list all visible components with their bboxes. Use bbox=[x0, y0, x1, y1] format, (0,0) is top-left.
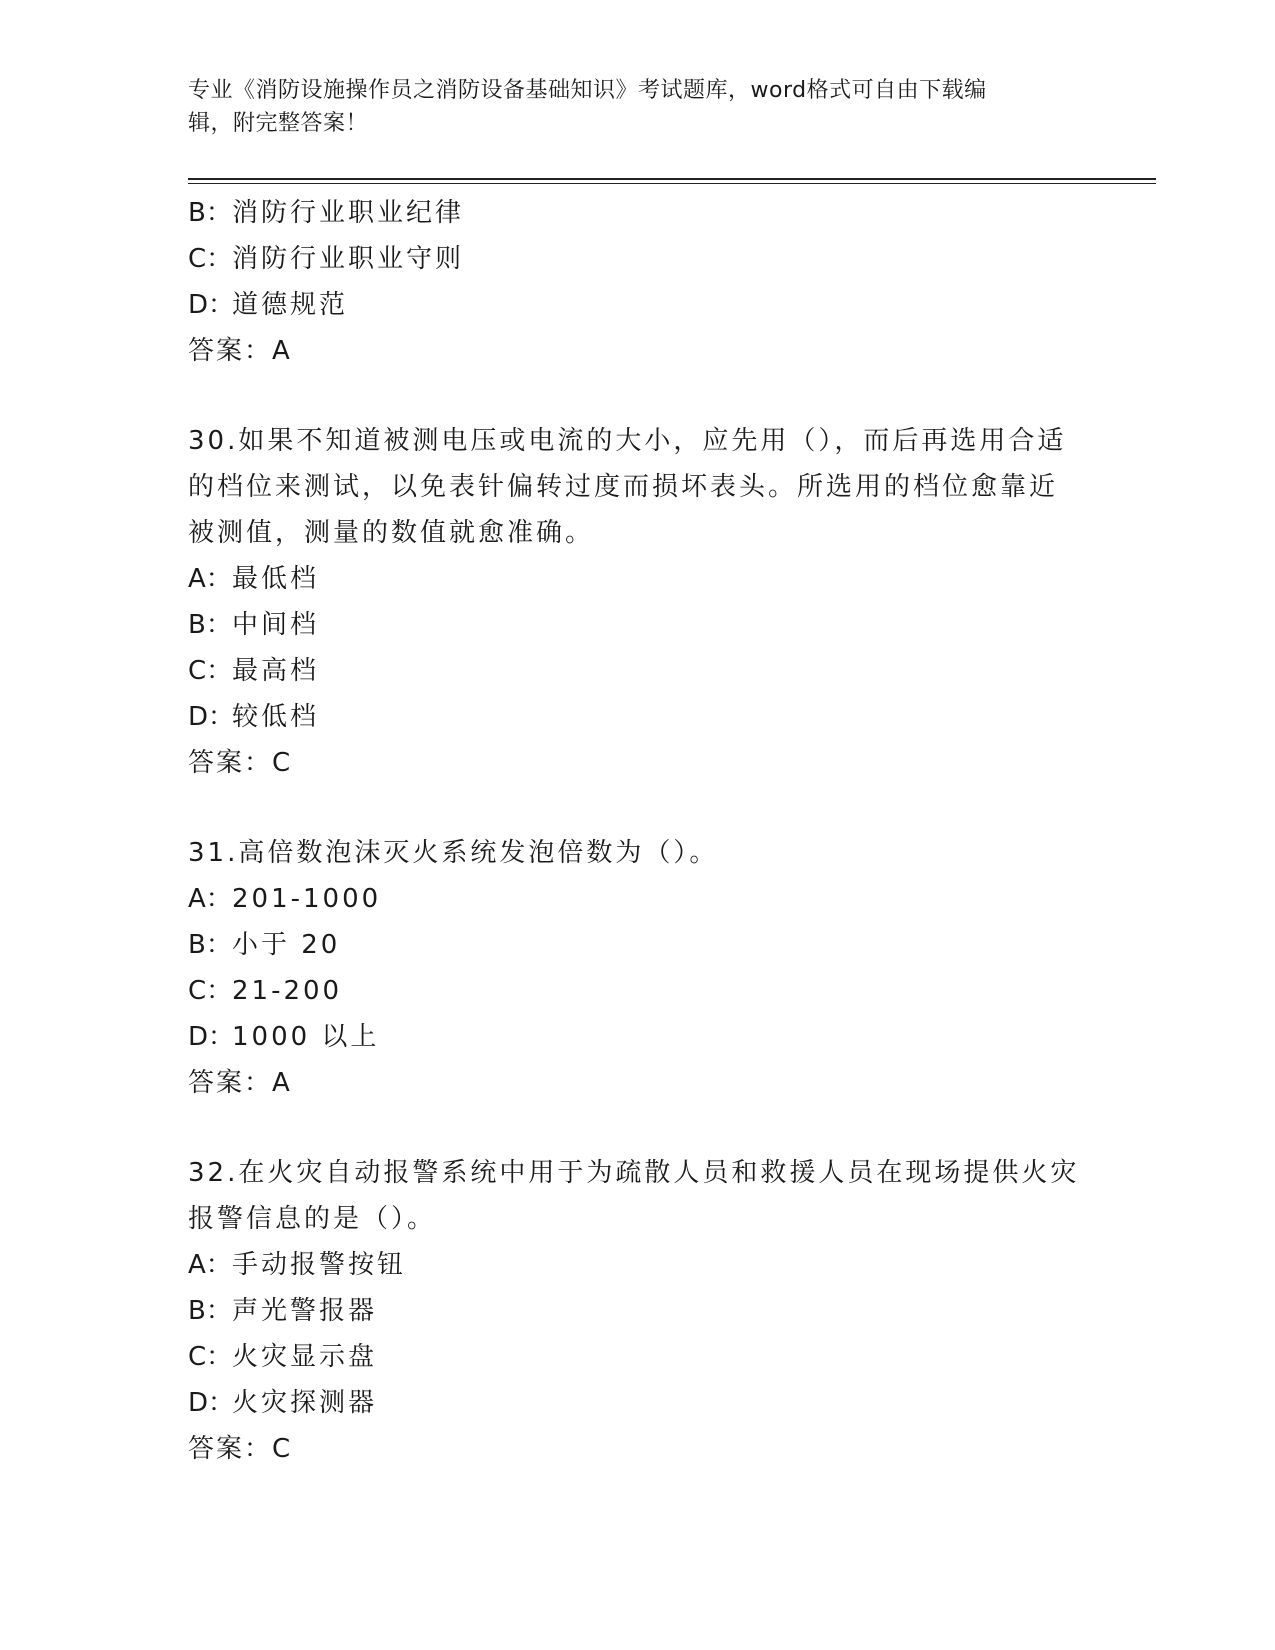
answer-line: 答案：A bbox=[188, 336, 292, 366]
header-divider bbox=[188, 178, 1156, 180]
question-stem-line: 的档位来测试，以免表针偏转过度而损坏表头。所选用的档位愈靠近 bbox=[188, 472, 1059, 502]
option-a: A：手动报警按钮 bbox=[188, 1250, 407, 1280]
header-line-2: 辑，附完整答案！ bbox=[188, 111, 369, 136]
option-b: B：消防行业职业纪律 bbox=[188, 198, 465, 228]
answer-line: 答案：C bbox=[188, 1434, 293, 1464]
question-30 bbox=[188, 418, 1088, 786]
option-a: A：最低档 bbox=[188, 564, 320, 594]
question-31 bbox=[188, 830, 1088, 1106]
header-line-1: 专业《消防设施操作员之消防设备基础知识》考试题库，word格式可自由下载编 bbox=[188, 78, 987, 103]
option-c: C：消防行业职业守则 bbox=[188, 244, 465, 274]
question-stem-line: 30.如果不知道被测电压或电流的大小，应先用（），而后再选用合适 bbox=[188, 426, 1067, 456]
spacer bbox=[188, 786, 1088, 830]
answer-line: 答案：C bbox=[188, 748, 293, 778]
header-divider-thin bbox=[188, 183, 1156, 184]
question-stem-line: 报警信息的是（）。 bbox=[188, 1204, 437, 1234]
option-b: B：中间档 bbox=[188, 610, 320, 640]
option-c: C：最高档 bbox=[188, 656, 320, 686]
option-d: D：1000 以上 bbox=[188, 1022, 380, 1052]
question-stem-line: 被测值，测量的数值就愈准确。 bbox=[188, 518, 595, 548]
option-b: B：小于 20 bbox=[188, 930, 341, 960]
option-d: D：较低档 bbox=[188, 702, 320, 732]
page-header bbox=[188, 74, 1088, 140]
option-a: A：201-1000 bbox=[188, 884, 382, 914]
option-d: D：道德规范 bbox=[188, 290, 349, 320]
question-content bbox=[188, 190, 1088, 1472]
question-32 bbox=[188, 1150, 1088, 1472]
option-c: C：火灾显示盘 bbox=[188, 1342, 378, 1372]
spacer bbox=[188, 1106, 1088, 1150]
prev-question-block bbox=[188, 190, 1088, 374]
option-d: D：火灾探测器 bbox=[188, 1388, 378, 1418]
spacer bbox=[188, 374, 1088, 418]
question-stem-line: 32.在火灾自动报警系统中用于为疏散人员和救援人员在现场提供火灾 bbox=[188, 1158, 1080, 1188]
question-stem-line: 31.高倍数泡沫灭火系统发泡倍数为（）。 bbox=[188, 838, 719, 868]
answer-line: 答案：A bbox=[188, 1068, 292, 1098]
option-b: B：声光警报器 bbox=[188, 1296, 378, 1326]
option-c: C：21-200 bbox=[188, 976, 343, 1006]
